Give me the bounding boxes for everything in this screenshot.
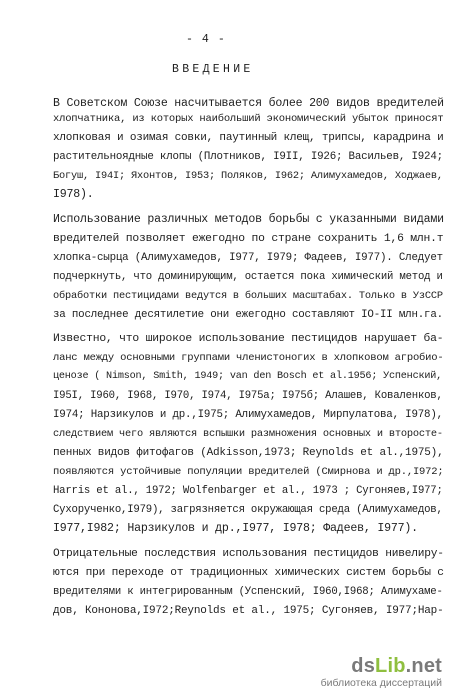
body-line: Использование различных методов борьбы с указанными видами — [53, 213, 444, 226]
body-line: за последнее десятилетие они ежегодно составляют IO-II млн.га. — [53, 309, 443, 321]
body-line: вредителей позволяет ежегодно по стране сохранить 1,6 млн.т — [53, 233, 444, 245]
body-line: I95I, I960, I968, I970, I974, I975а; I975б; Алашев, Коваленков, — [53, 390, 443, 402]
body-line: В Советском Союзе насчитывается более 200 видов вредителей — [53, 97, 444, 110]
body-line: Сухорученко,I979), загрязняется окружающая среда (Алимухамедов, — [53, 504, 443, 516]
body-line: I977,I982; Нарзикулов и др.,I977, I978; Фадеев, I977). — [53, 522, 418, 535]
body-line: вредителями к интегрированным (Успенский, I960,I968; Алимухаме- — [53, 586, 443, 598]
body-line: дов, Кононова,I972;Reynolds et al., 1975; Сугоняев, I977;Нар- — [53, 605, 444, 617]
body-line: хлопка-сырца (Алимухамедов, I977, I979; Фадеев, I977). Следует — [53, 252, 443, 264]
body-line: Отрицательные последствия использования пестицидов нивелиру- — [53, 548, 444, 560]
body-line: ются при переходе от традиционных химических систем борьбы с — [53, 567, 444, 579]
body-line: хлопчатника, из которых наибольший экономический убыток приносят — [53, 113, 444, 125]
dslib-watermark-link[interactable] — [321, 655, 442, 689]
body-line: Известно, что широкое использование пестицидов нарушает ба- — [53, 333, 444, 345]
body-line: пенных видов фитофагов (Adkisson,1973; Reynolds et al.,1975), — [53, 447, 444, 459]
body-line: ланс между основными группами членистоногих в хлопковом агробио- — [53, 352, 444, 364]
body-line: ценозе ( Nimson, Smith, 1949; van den Bosch et al.1956; Успенский, — [53, 371, 443, 382]
body-line: хлопковая и озимая совки, паутинный клещ, трипсы, карадрина и — [53, 132, 444, 144]
body-line: растительноядные клопы (Плотников, I9II, I926; Васильев, I924; — [53, 151, 443, 163]
watermark-subtitle: библиотека диссертаций — [320, 677, 442, 689]
body-line: появляются устойчивые популяции вредителей (Смирнова и др.,I972; — [53, 466, 444, 478]
body-line: подчеркнуть, что доминирующим, остается пока химический метод и — [53, 271, 443, 283]
body-line: I974; Нарзикулов и др.,I975; Алимухамедов, Мирпулатова, I978), — [53, 409, 443, 421]
dslib-logo: dsLib.net — [351, 655, 442, 677]
body-line: Богуш, I94I; Яхонтов, I953; Поляков, I962; Алимухамедов, Ходжаев, — [53, 170, 443, 182]
body-line: I978). — [53, 188, 94, 201]
body-line: следствием чего являются вспышки размножения основных и второсте- — [53, 428, 443, 440]
body-line: обработки пестицидами ведутся в больших масштабах. Только в УзССР — [53, 290, 443, 302]
body-line: Harris et al., 1972; Wolfenbarger et al., 1973 ; Сугоняев,I977; — [53, 485, 443, 497]
page-heading: ВВЕДЕНИЕ — [172, 63, 254, 76]
page-number: - 4 - — [186, 33, 226, 46]
